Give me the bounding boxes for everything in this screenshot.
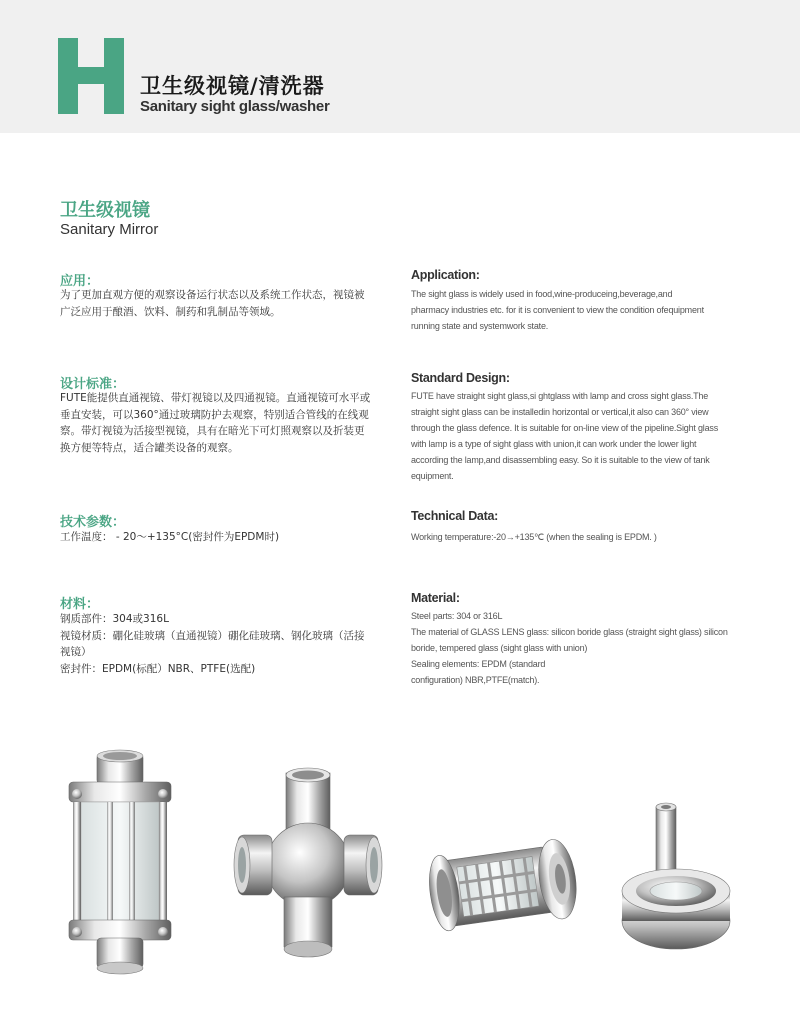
standard-design-heading-en: Standard Design: — [411, 371, 510, 385]
application-text-cn — [60, 287, 395, 320]
text-line: 垂直安装，可以360°通过玻璃防护去观察，特别适合管线的在线观 — [60, 408, 369, 421]
text-line: FUTE have straight sight glass,si ghtglass with lamp and cross sight glass.The — [411, 391, 709, 401]
section-title-en: Sanitary Mirror — [60, 221, 159, 238]
text-line: The material of GLASS LENS glass: silicon boride glass (straight sight glass) silicon — [411, 627, 728, 637]
text-line: boride, tempered glass (sight glass with union) — [411, 643, 588, 653]
text-line: according the lamp,and disassembling easy. So it is suitable to the view of tank — [411, 455, 710, 465]
section-letter-h-icon — [58, 38, 124, 114]
text-line: 钢质部件：304或316L — [60, 613, 169, 625]
technical-data-text-en — [411, 529, 744, 545]
section-title-cn: 卫生级视镜 — [60, 200, 150, 221]
text-line: with lamp is a type of sight glass with union,it can work under the lower light — [411, 439, 697, 449]
material-text-en — [411, 608, 744, 688]
text-line: straight sight glass can be installedin horizontal or vertical,it also can 360° view — [411, 407, 709, 417]
text-line: through the glass defence. It is suitable for on-line view of the pipeline.Sight glass — [411, 423, 718, 433]
text-line: configuration) NBR,PTFE(match). — [411, 675, 540, 685]
material-heading-en: Material: — [411, 591, 460, 605]
text-line: 密封件：EPDM(标配）NBR、PTFE(选配) — [60, 662, 256, 675]
application-heading-cn: 应用： — [60, 274, 100, 289]
text-line: pharmacy industries etc. for it is convenient to view the condition ofequipment — [411, 305, 704, 315]
text-line: Working temperature:-20→+135℃ (when the sealing is EPDM. ) — [411, 532, 657, 542]
header-title-en: Sanitary sight glass/washer — [140, 98, 330, 115]
text-line: 广泛应用于酿酒、饮料、制药和乳制品等领域。 — [60, 305, 281, 318]
text-line: The sight glass is widely used in food,wine-produceing,beverage,and — [411, 289, 673, 299]
technical-data-text-cn — [60, 529, 395, 546]
text-line: 视镜材质：硼化硅玻璃（直通视镜）硼化硅玻璃、钢化玻璃（活接 — [60, 629, 365, 642]
application-text-en — [411, 286, 744, 334]
material-text-cn — [60, 611, 395, 677]
union-sight-glass-photo — [420, 825, 585, 950]
technical-data-heading-en: Technical Data: — [411, 509, 498, 523]
straight-sight-glass-photo — [55, 748, 185, 978]
cross-sight-glass-photo — [228, 765, 388, 965]
standard-design-text-cn — [60, 390, 395, 456]
text-line: Sealing elements: EPDM (standard — [411, 659, 546, 669]
text-line: FUTE能提供直通视镜、带灯视镜以及四通视镜。直通视镜可水平或 — [60, 392, 371, 404]
standard-design-text-en — [411, 388, 744, 484]
sight-glass-with-lamp-photo — [610, 795, 740, 955]
text-line: running state and systemwork state. — [411, 321, 549, 331]
text-line: equipment. — [411, 471, 454, 481]
header-title-cn: 卫生级视镜/清洗器 — [140, 74, 325, 98]
text-line: 为了更加直观方便的观察设备运行状态以及系统工作状态，视镜被 — [60, 289, 365, 301]
text-line: 换方便等特点，适合罐类设备的观察。 — [60, 441, 239, 454]
text-line: 工作温度： - 20～+135°C(密封件为EPDM时) — [60, 531, 280, 543]
material-heading-cn: 材料： — [60, 597, 100, 612]
standard-design-heading-cn: 设计标准： — [60, 377, 126, 392]
text-line: 视镜） — [60, 646, 92, 658]
application-heading-en: Application: — [411, 268, 480, 282]
text-line: Steel parts: 304 or 316L — [411, 611, 503, 621]
technical-data-heading-cn: 技术参数： — [60, 515, 126, 530]
text-line: 察。带灯视镜为活接型视镜，具有在暗光下可灯照观察以及折装更 — [60, 425, 365, 437]
